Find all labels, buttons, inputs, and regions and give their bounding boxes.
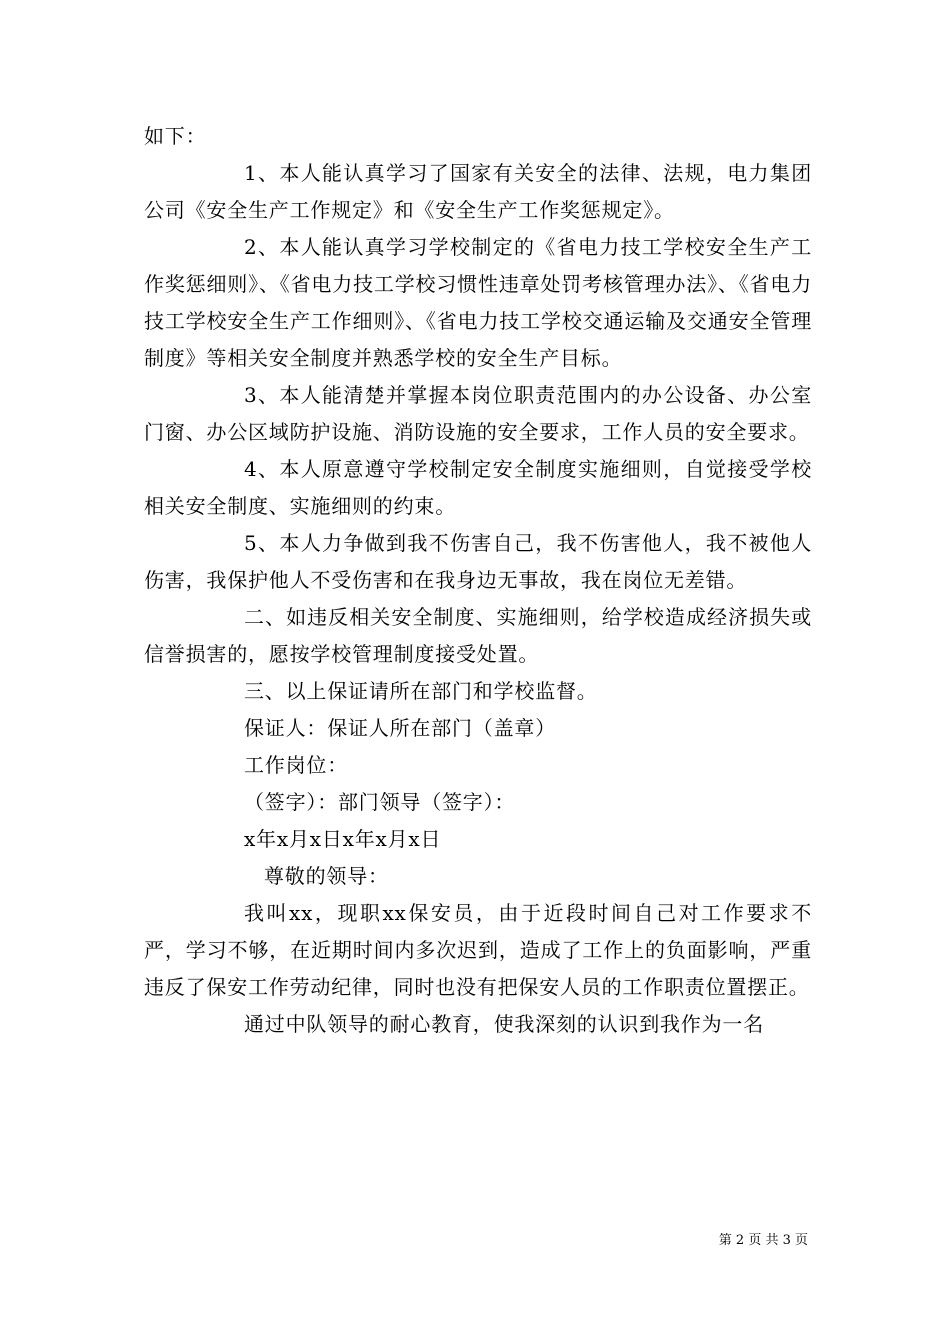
salutation: 尊敬的领导： [264,864,389,888]
date-line: x年x月x日x年x月x日 [244,827,442,851]
document-body [144,118,812,1043]
paragraph-intro: 如下： [144,124,207,148]
paragraph-item-2: 2、本人能认真学习学校制定的《省电力技工学校安全生产工作奖惩细则》、《省电力技工学校习惯性违章处罚考核管理办法》、《省电力技工学校安全生产工作细则》、《省电力技工学校交通运输及交通安全管理制度》等相关安全制度并熟悉学校的安全生产目标。 [144,235,812,370]
paragraph-letter-1: 我叫xx，现职xx保安员，由于近段时间自己对工作要求不严，学习不够，在近期时间内多次迟到，造成了工作上的负面影响，严重违反了保安工作劳动纪律，同时也没有把保安人员的工作职责位置摆正。 [144,901,812,999]
job-position-line: 工作岗位： [244,753,348,777]
paragraph-letter-2: 通过中队领导的耐心教育，使我深刻的认识到我作为一名 [244,1012,764,1036]
paragraph-item-3: 3、本人能清楚并掌握本岗位职责范围内的办公设备、办公室门窗、办公区域防护设施、消防设施的安全要求，工作人员的安全要求。 [144,383,812,444]
signature-line: （签字）：部门领导（签字）： [244,790,516,814]
paragraph-item-1: 1、本人能认真学习了国家有关安全的法律、法规，电力集团公司《安全生产工作规定》和《安全生产工作奖惩规定》。 [144,161,812,222]
paragraph-item-5: 5、本人力争做到我不伤害自己，我不伤害他人，我不被他人伤害，我保护他人不受伤害和在我身边无事故，我在岗位无差错。 [144,531,812,592]
page-number-footer: 第 2 页 共 3 页 [718,1233,808,1248]
paragraph-section-3: 三、以上保证请所在部门和学校监督。 [244,679,598,703]
paragraph-section-2: 二、如违反相关安全制度、实施细则，给学校造成经济损失或信誉损害的，愿按学校管理制度接受处置。 [144,605,812,666]
paragraph-item-4: 4、本人原意遵守学校制定安全制度实施细则，自觉接受学校相关安全制度、实施细则的约束。 [144,457,812,518]
guarantor-line: 保证人：保证人所在部门（盖章） [244,716,556,740]
